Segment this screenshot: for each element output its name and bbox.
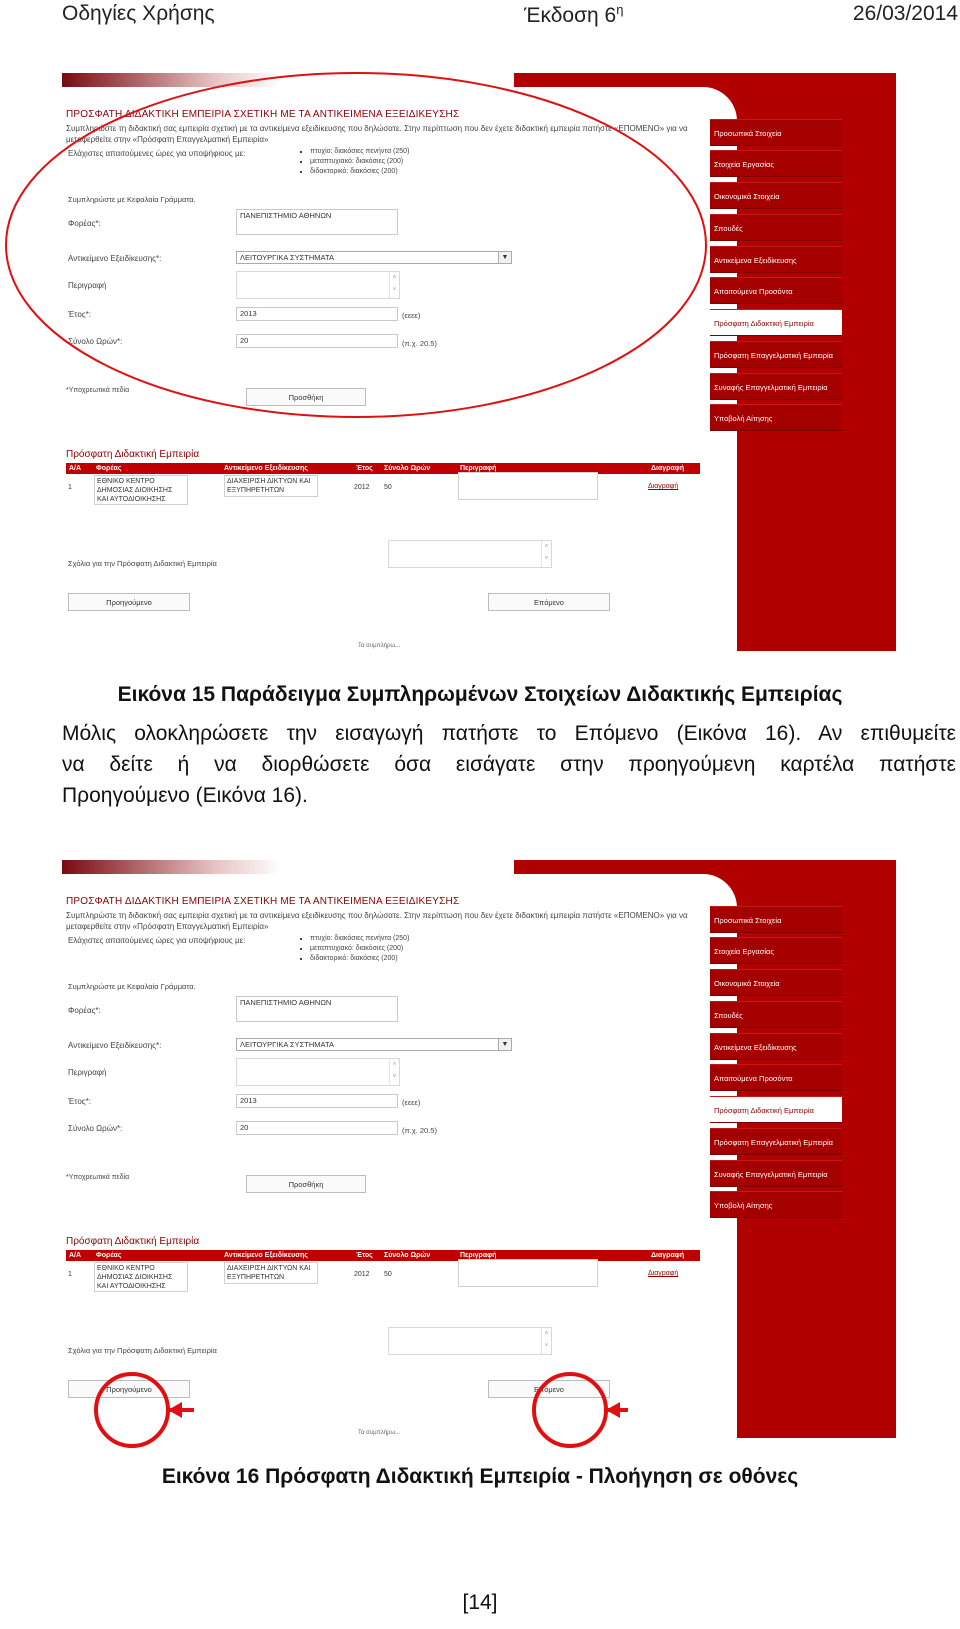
form-title: ΠΡΟΣΦΑΤΗ ΔΙΔΑΚΤΙΚΗ ΕΜΠΕΙΡΙΑ ΣΧΕΤΙΚΗ ΜΕ ΤΑ ΑΝΤΙΚΕΙΜΕΝΑ ΕΞΕΙΔΙΚΕΥΣΗΣ [66,109,460,120]
banner-ribbon [62,73,282,87]
comments-textarea[interactable] [388,1327,552,1355]
col-foreas: Φορέας [96,1252,122,1259]
col-etos: Έτος [356,1252,373,1259]
etos-field[interactable] [236,1094,398,1108]
form-intro: Συμπληρώστε τη διδακτική σας εμπειρία σχετική με τα αντικείμενα εξειδίκευσης που δηλώσατε. Στην περίπτωση που δεν έχετε διδακτική εμπειρία πατήστε «ΕΠΟΜΕΝΟ» για να μεταφερθείτε στην «Πρόσφατη Επαγγελματική Εμπειρία» [66,124,688,144]
table-header [66,463,700,474]
foreas-value: ΠΑΝΕΠΙΣΤΗΜΙΟ ΑΘΗΝΩΝ [240,998,332,1007]
header-center [524,2,623,28]
ores-value: 20 [240,1123,249,1132]
figure-16-caption: Εικόνα 16 Πρόσφατη Διδακτική Εμπειρία - Πλοήγηση σε οθόνες [161,1465,799,1488]
ores-hint: (π.χ. 20.5) [402,1126,437,1135]
sidebar-item-work[interactable]: Στοιχεία Εργασίας [710,150,842,177]
ores-field[interactable] [236,1121,398,1135]
sidebar-item-professional-experience[interactable]: Πρόσφατη Επαγγελματική Εμπειρία [710,341,842,368]
col-aa: Α/Α [69,1252,82,1259]
form-intro: Συμπληρώστε τη διδακτική σας εμπειρία σχετική με τα αντικείμενα εξειδίκευσης που δηλώσατε. Στην περίπτωση που δεν έχετε διδακτική εμπειρία πατήστε «ΕΠΟΜΕΝΟ» για να μεταφερθείτε στην «Πρόσφατη Επαγγελματική Εμπειρία» [66,911,688,931]
sidebar-item-personal[interactable]: Προσωπικά Στοιχεία [710,906,842,933]
sidebar-item-qualifications[interactable]: Απαιτούμενα Προσόντα [710,1064,842,1091]
row-antikeimeno: ΔΙΑΧΕΙΡΙΣΗ ΔΙΚΤΥΩΝ ΚΑΙ ΕΞΥΠΗΡΕΤΗΤΩΝ [227,1265,311,1281]
sidebar-item-submit[interactable]: Υποβολή Αίτησης [710,404,842,431]
col-perigrafi: Περιγραφή [460,1252,497,1259]
delete-link[interactable]: Διαγραφή [648,483,679,490]
chevron-down-icon[interactable]: ▼ [498,1039,511,1050]
etos-label: Έτος*: [68,310,91,319]
row-etos: 2012 [354,1271,370,1278]
previous-button[interactable]: Προηγούμενο [68,1380,190,1398]
antikeimeno-cell [224,1262,318,1284]
etos-hint: (εεεε) [402,311,421,320]
banner-ribbon [62,860,282,874]
section-title: Πρόσφατη Διδακτική Εμπειρία [66,449,200,460]
col-aa: Α/Α [69,465,82,472]
foreas-cell [94,1262,188,1292]
sidebar-item-specialization[interactable]: Αντικείμενα Εξειδίκευσης [710,1033,842,1060]
scrollbar[interactable]: ˄ ˅ [541,541,551,567]
required-text: Υποχρεωτικά πεδία [68,387,130,394]
foreas-field[interactable] [236,209,398,235]
required-note [66,1174,129,1181]
table-header [66,1250,700,1261]
sidebar-item-related-experience[interactable]: Συναφής Επαγγελματική Εμπειρία [710,373,842,400]
etos-label: Έτος*: [68,1097,91,1106]
etos-hint: (εεεε) [402,1098,421,1107]
perigrafi-textarea[interactable] [236,1058,400,1086]
col-ores: Σύνολο Ωρών [384,465,431,472]
col-etos: Έτος [356,465,373,472]
fill-caption: Συμπληρώστε με Κεφαλαία Γράμματα. [68,195,196,204]
paragraph-line: Προηγούμενο (Εικόνα 16). [62,784,308,807]
header-edition: Έκδοση 6 [524,4,617,27]
sidebar-item-submit[interactable]: Υποβολή Αίτησης [710,1191,842,1218]
cut-off-text: Τα συμπλήρω... [358,643,401,649]
row-aa: 1 [68,484,72,491]
row-antikeimeno: ΔΙΑΧΕΙΡΙΣΗ ΔΙΚΤΥΩΝ ΚΑΙ ΕΞΥΠΗΡΕΤΗΤΩΝ [227,478,311,494]
previous-button[interactable]: Προηγούμενο [68,593,190,611]
ores-label: Σύνολο Ωρών*: [68,1124,123,1133]
col-delete: Διαγραφή [651,1252,685,1259]
required-star: * [66,387,69,394]
antikeimeno-select[interactable] [236,1038,512,1051]
min-hours-label: Ελάχιστες απαιτούμενες ώρες για υποψήφιους με: [68,149,246,158]
sidebar-item-work[interactable]: Στοιχεία Εργασίας [710,937,842,964]
add-button[interactable]: Προσθήκη [246,388,366,406]
list-item: ▪ μεταπτυχιακό: διακόσιες (200) [310,944,409,954]
col-perigrafi: Περιγραφή [460,465,497,472]
sidebar-item-professional-experience[interactable]: Πρόσφατη Επαγγελματική Εμπειρία [710,1128,842,1155]
figure-16-screenshot [62,860,896,1438]
antikeimeno-select[interactable] [236,251,512,264]
figure-15-caption: Εικόνα 15 Παράδειγμα Συμπληρωμένων Στοιχείων Διδακτικής Εμπειρίας [117,683,843,706]
min-hours-label: Ελάχιστες απαιτούμενες ώρες για υποψήφιους με: [68,936,246,945]
page-number: [14] [462,1591,498,1614]
perigrafi-cell [458,472,598,500]
col-antikeimeno: Αντικείμενο Εξειδίκευσης [224,465,308,472]
col-foreas: Φορέας [96,465,122,472]
sidebar-item-specialization[interactable]: Αντικείμενα Εξειδίκευσης [710,246,842,273]
figure-15-screenshot [62,73,896,651]
foreas-field[interactable] [236,996,398,1022]
row-ores: 50 [384,484,392,491]
header-left: Οδηγίες Χρήσης [62,2,215,25]
scrollbar[interactable]: ˄ ˅ [389,1059,399,1085]
sidebar-item-teaching-experience[interactable]: Πρόσφατη Διδακτική Εμπειρία [710,1096,842,1123]
delete-link[interactable]: Διαγραφή [648,1270,679,1277]
foreas-label: Φορέας*: [68,1006,101,1015]
form-title: ΠΡΟΣΦΑΤΗ ΔΙΔΑΚΤΙΚΗ ΕΜΠΕΙΡΙΑ ΣΧΕΤΙΚΗ ΜΕ ΤΑ ΑΝΤΙΚΕΙΜΕΝΑ ΕΞΕΙΔΙΚΕΥΣΗΣ [66,896,460,907]
required-star: * [66,1174,69,1181]
required-note [66,387,129,394]
min-hours-list [300,147,409,177]
next-button[interactable]: Επόμενο [488,593,610,611]
perigrafi-cell [458,1259,598,1287]
col-antikeimeno: Αντικείμενο Εξειδίκευσης [224,1252,308,1259]
antikeimeno-value: ΛΕΙΤΟΥΡΓΙΚΑ ΣΥΣΤΗΜΑΤΑ [240,253,335,262]
paragraph-line: Μόλις ολοκληρώσετε την εισαγωγή πατήστε το Επόμενο (Εικόνα 16). Αν επιθυμείτε [62,722,956,745]
fill-caption: Συμπληρώστε με Κεφαλαία Γράμματα. [68,982,196,991]
row-foreas: ΕΘΝΙΚΟ ΚΕΝΤΡΟ ΔΗΜΟΣΙΑΣ ΔΙΟΙΚΗΣΗΣ ΚΑΙ ΑΥΤΟΔΙΟΙΚΗΣΗΣ [97,1265,173,1290]
header-edition-sup: η [616,2,624,17]
comments-textarea[interactable] [388,540,552,568]
ores-value: 20 [240,336,249,345]
row-etos: 2012 [354,484,370,491]
ores-label: Σύνολο Ωρών*: [68,337,123,346]
row-aa: 1 [68,1271,72,1278]
list-item: ▪ πτυχίο: διακόσιες πενήντα (250) [310,147,409,157]
antikeimeno-label: Αντικείμενο Εξειδίκευσης*: [68,1041,162,1050]
list-item: ▪ διδακτορικό: διακόσιες (200) [310,167,409,177]
sidebar-item-financial[interactable]: Οικονομικά Στοιχεία [710,969,842,996]
ores-field[interactable] [236,334,398,348]
add-button[interactable]: Προσθήκη [246,1175,366,1193]
col-ores: Σύνολο Ωρών [384,1252,431,1259]
scrollbar[interactable]: ˄ ˅ [541,1328,551,1354]
document-header [62,0,960,28]
row-ores: 50 [384,1271,392,1278]
sidebar-item-qualifications[interactable]: Απαιτούμενα Προσόντα [710,277,842,304]
row-foreas: ΕΘΝΙΚΟ ΚΕΝΤΡΟ ΔΗΜΟΣΙΑΣ ΔΙΟΙΚΗΣΗΣ ΚΑΙ ΑΥΤΟΔΙΟΙΚΗΣΗΣ [97,478,173,503]
min-hours-list [300,934,409,964]
antikeimeno-label: Αντικείμενο Εξειδίκευσης*: [68,254,162,263]
antikeimeno-cell [224,475,318,497]
antikeimeno-value: ΛΕΙΤΟΥΡΓΙΚΑ ΣΥΣΤΗΜΑΤΑ [240,1040,335,1049]
section-title: Πρόσφατη Διδακτική Εμπειρία [66,1236,200,1247]
foreas-label: Φορέας*: [68,219,101,228]
perigrafi-label: Περιγραφή [68,1068,107,1077]
sidebar-item-financial[interactable]: Οικονομικά Στοιχεία [710,182,842,209]
list-item: ▪ μεταπτυχιακό: διακόσιες (200) [310,157,409,167]
etos-value: 2013 [240,309,257,318]
col-delete: Διαγραφή [651,465,685,472]
sidebar-item-teaching-experience[interactable]: Πρόσφατη Διδακτική Εμπειρία [710,309,842,336]
required-text: Υποχρεωτικά πεδία [68,1174,130,1181]
body-paragraph [62,718,956,811]
list-item: ▪ πτυχίο: διακόσιες πενήντα (250) [310,934,409,944]
list-item: ▪ διδακτορικό: διακόσιες (200) [310,954,409,964]
ores-hint: (π.χ. 20.5) [402,339,437,348]
scrollbar[interactable]: ˄ ˅ [389,272,399,298]
perigrafi-textarea[interactable] [236,271,400,299]
foreas-cell [94,475,188,505]
sidebar-item-studies[interactable]: Σπουδές [710,1001,842,1028]
comments-label: Σχόλια για την Πρόσφατη Διδακτική Εμπειρία [68,559,217,568]
perigrafi-label: Περιγραφή [68,281,107,290]
header-date: 26/03/2014 [852,2,958,25]
chevron-down-icon[interactable]: ▼ [498,252,511,263]
paragraph-line: να δείτε ή να διορθώσετε όσα εισάγατε στην προηγούμενη καρτέλα πατήστε [62,753,956,776]
sidebar-item-studies[interactable]: Σπουδές [710,214,842,241]
sidebar-item-related-experience[interactable]: Συναφής Επαγγελματική Εμπειρία [710,1160,842,1187]
next-button[interactable]: Επόμενο [488,1380,610,1398]
comments-label: Σχόλια για την Πρόσφατη Διδακτική Εμπειρία [68,1346,217,1355]
cut-off-text: Τα συμπλήρω... [358,1430,401,1436]
foreas-value: ΠΑΝΕΠΙΣΤΗΜΙΟ ΑΘΗΝΩΝ [240,211,332,220]
sidebar-item-personal[interactable]: Προσωπικά Στοιχεία [710,119,842,146]
etos-field[interactable] [236,307,398,321]
etos-value: 2013 [240,1096,257,1105]
